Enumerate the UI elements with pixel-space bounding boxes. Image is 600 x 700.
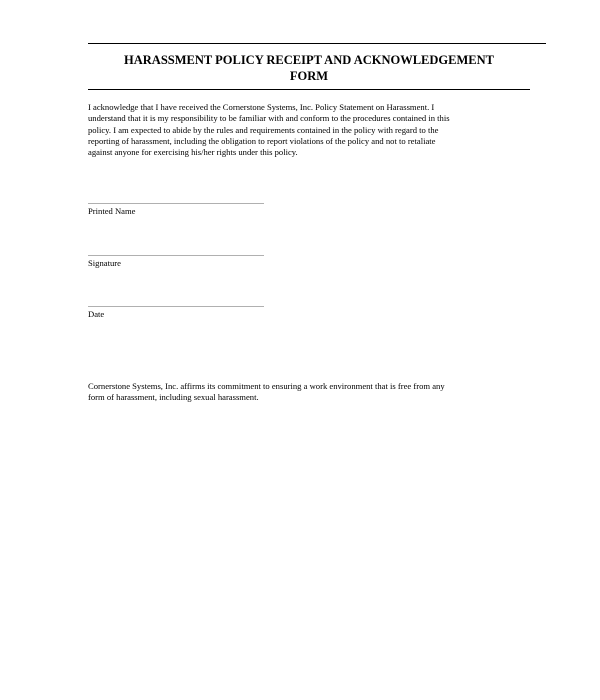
title-bottom-rule bbox=[88, 89, 530, 90]
form-title-line: FORM bbox=[289, 69, 329, 83]
printed-name-line[interactable] bbox=[88, 203, 264, 204]
paragraph-line: against anyone for exercising his/her rights under this policy. bbox=[88, 147, 298, 158]
paragraph-line: policy. I am expected to abide by the rules and requirements contained in the policy with regard to the bbox=[88, 124, 439, 135]
paragraph-line: I acknowledge that I have received the Cornerstone Systems, Inc. Policy Statement on Harassment. I bbox=[88, 102, 435, 112]
acknowledgement-paragraph bbox=[88, 102, 528, 158]
date-label: Date bbox=[88, 309, 105, 319]
signature-line[interactable] bbox=[88, 255, 264, 256]
signature-label: Signature bbox=[88, 258, 121, 268]
printed-name-label: Printed Name bbox=[88, 206, 136, 216]
paragraph-line: form of harassment, including sexual harassment. bbox=[88, 392, 259, 403]
form-title-line: HARASSMENT POLICY RECEIPT AND ACKNOWLEDGEMENT bbox=[124, 53, 494, 67]
paragraph-line: Cornerstone Systems, Inc. affirms its commitment to ensuring a work environment that is free from any bbox=[88, 381, 445, 391]
form-title bbox=[88, 52, 530, 84]
date-line[interactable] bbox=[88, 306, 264, 307]
paragraph-line: understand that it is my responsibility to be familiar with and conform to the procedures contained in this bbox=[88, 113, 450, 124]
closing-paragraph bbox=[88, 381, 528, 404]
paragraph-line: reporting of harassment, including the obligation to report violations of the policy and not to retaliate bbox=[88, 135, 436, 146]
top-rule bbox=[88, 43, 546, 44]
